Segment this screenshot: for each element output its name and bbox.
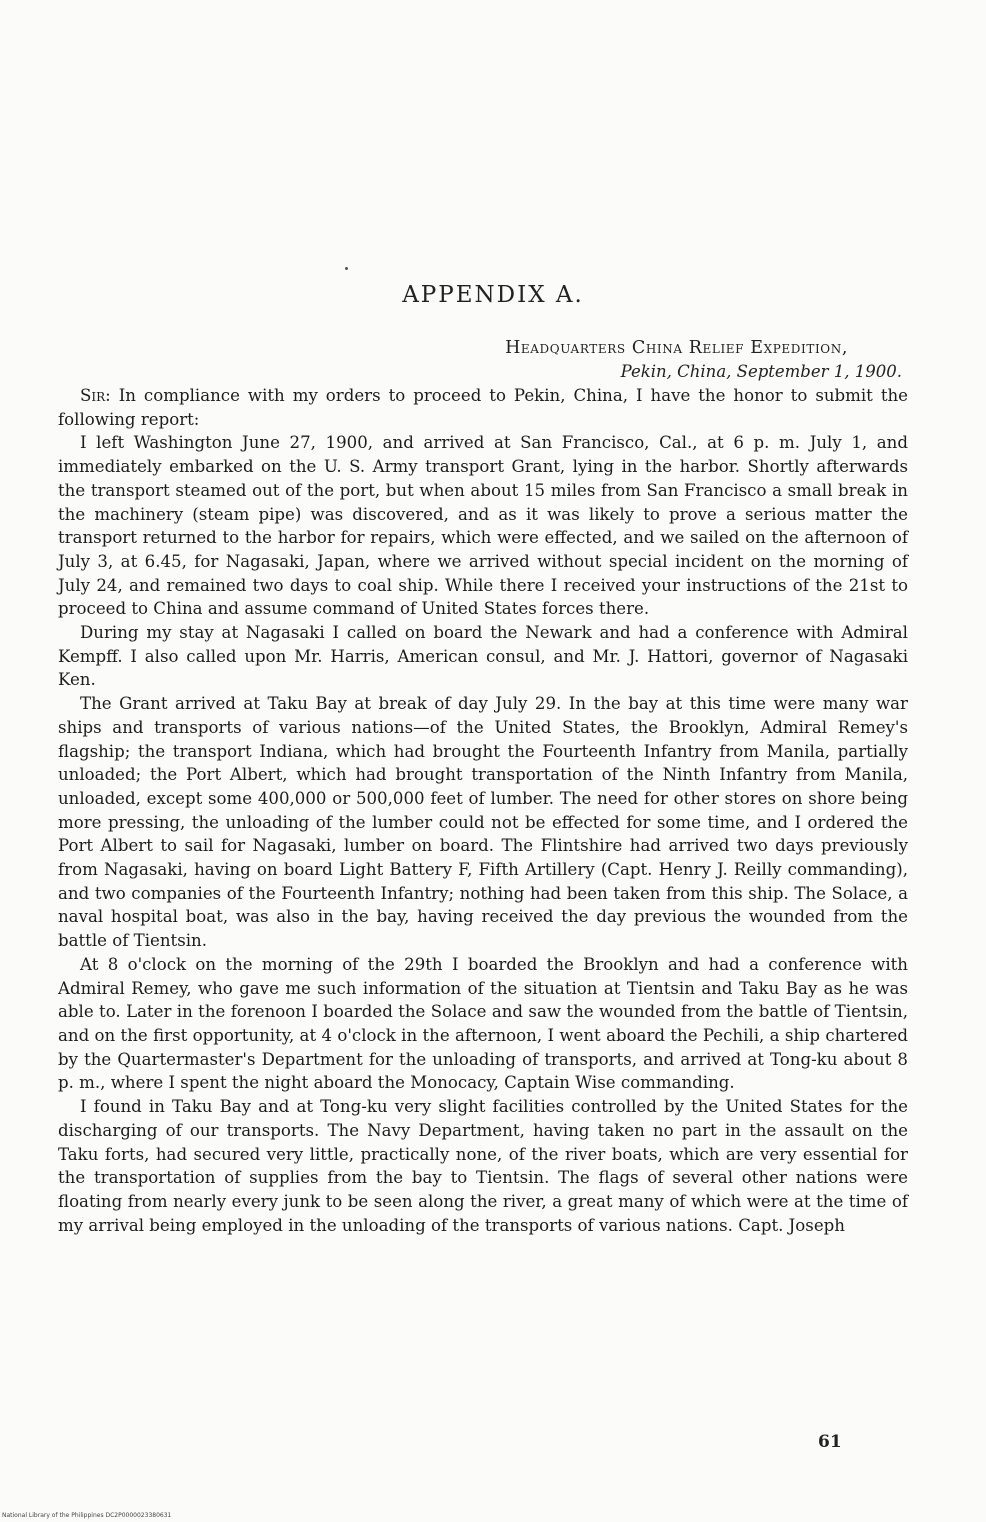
scan-footer: National Library of the Philippines DC2P0000023380631 [2, 1512, 172, 1519]
paragraph-1 [58, 384, 908, 431]
paragraph-4: The Grant arrived at Taku Bay at break of day July 29. In the bay at this time were many war ships and transports of various nations—of the United States, the Brooklyn, Admiral Remey's flagship; the transport Indiana, which had brought the Fourteenth Infantry from Manila, partially unloaded; the Port Albert, which had brought transportation of the Ninth Infantry from Manila, unloaded, except some 400,000 or 500,000 feet of lumber. The need for other stores on shore being more pressing, the unloading of the lumber could not be effected for some time, and I ordered the Port Albert to sail for Nagasaki, lumber on board. The Flintshire had arrived two days previously from Nagasaki, having on board Light Battery F, Fifth Artillery (Capt. Henry J. Reilly commanding), and two companies of the Fourteenth Infantry; nothing had been taken from this ship. The Solace, a naval hospital boat, was also in the bay, having received the day previous the wounded from the battle of Tientsin. [58, 694, 908, 951]
paragraph-6: I found in Taku Bay and at Tong-ku very slight facilities controlled by the United States for the discharging of our transports. The Navy Department, having taken no part in the assault on the Taku forts, had secured very little, practically none, of the river boats, which are very essential for the transportation of supplies from the bay to Tientsin. The flags of several other nations were floating from nearly every junk to be seen along the river, a great many of which were at the time of my arrival being employed in the unloading of the transports of various nations. Capt. Joseph [58, 1097, 908, 1235]
page-number: 61 [818, 1432, 842, 1452]
paragraph-5: At 8 o'clock on the morning of the 29th I boarded the Brooklyn and had a conference with Admiral Remey, who gave me such information of the situation at Tientsin and Taku Bay as he was able to. Later in the forenoon I boarded the Solace and saw the wounded from the battle of Tientsin, and on the first opportunity, at 4 o'clock in the afternoon, I went aboard the Pechili, a ship chartered by the Quartermaster's Department for the unloading of transports, and arrived at Tong-ku about 8 p. m., where I spent the night aboard the Monocacy, Captain Wise commanding. [58, 954, 908, 1093]
ink-speck [345, 267, 348, 270]
paragraph-1-text: In compliance with my orders to proceed to Pekin, China, I have the honor to submit the following report: [58, 386, 909, 429]
paragraph-2: I left Washington June 27, 1900, and arrived at San Francisco, Cal., at 6 p. m. July 1, and immediately embarked on the U. S. Army transport Grant, lying in the harbor. Shortly afterwards the transport steamed out of the port, but when about 15 miles from San Francisco a small break in the machinery (steam pipe) was discovered, and as it was likely to prove a serious matter the transport returned to the harbor for repairs, which were effected, and we sailed on the afternoon of July 3, at 6.45, for Nagasaki, Japan, where we arrived without special incident on the morning of July 24, and remained two days to coal ship. While there I received your instructions of the 21st to proceed to China and assume command of United States forces there. [58, 433, 908, 619]
report-body [58, 384, 908, 1237]
dateline: Pekin, China, September 1, 1900. [620, 362, 902, 381]
headquarters-line: Headquarters China Relief Expedition, [505, 338, 848, 358]
salutation: Sir: [80, 386, 111, 405]
appendix-title: APPENDIX A. [402, 282, 584, 308]
paragraph-3: During my stay at Nagasaki I called on board the Newark and had a conference with Admiral Kempff. I also called upon Mr. Harris, American consul, and Mr. J. Hattori, governor of Nagasaki Ken. [58, 623, 908, 690]
